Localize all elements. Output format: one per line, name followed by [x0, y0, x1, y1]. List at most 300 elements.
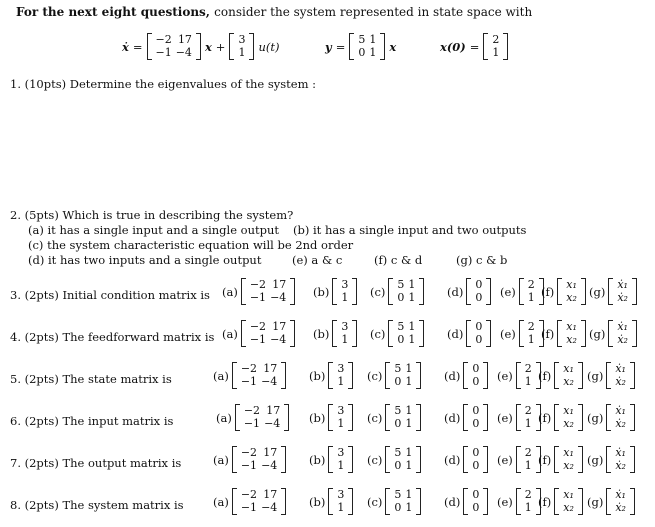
bracket-right	[630, 488, 635, 515]
choice-g[interactable]	[589, 320, 637, 347]
matrix-entry: x₁	[563, 446, 574, 459]
bracket-right	[290, 320, 295, 347]
matrix-entry: 1	[405, 446, 413, 459]
choice-letter: (e)	[500, 326, 516, 341]
matrix-entry: 1	[527, 333, 535, 346]
matrix-entry: ẋ₁	[615, 404, 626, 417]
matrix-entry: −1	[155, 46, 172, 59]
bracket-right	[581, 278, 586, 305]
bracket-right	[581, 320, 586, 347]
choice-e[interactable]	[497, 404, 541, 431]
matrix-cells	[246, 278, 290, 305]
matrix-entry: 5	[394, 446, 402, 459]
choice-f[interactable]	[541, 278, 586, 305]
choice-b[interactable]	[313, 320, 357, 347]
matrix-entry: 0	[475, 333, 483, 346]
matrix-entry: ẋ₂	[615, 417, 626, 430]
bracket-right	[416, 362, 421, 389]
matrix-entry: 1	[341, 291, 349, 304]
matrix-cells	[521, 362, 536, 389]
matrix-entry: 1	[405, 501, 413, 514]
choice-matrix	[328, 404, 353, 431]
matrix-entry: ẋ₁	[615, 446, 626, 459]
choice-matrix	[385, 446, 421, 473]
matrix-cells	[246, 320, 290, 347]
matrix-cells	[237, 446, 281, 473]
bracket-right	[578, 362, 583, 389]
bracket-right	[281, 446, 286, 473]
matrix-entry: 2	[527, 320, 535, 333]
matrix-cells	[390, 404, 416, 431]
matrix-entry: 3	[341, 320, 349, 333]
q2-option-b: (b) it has a single input and two outputs	[293, 223, 527, 237]
choice-matrix	[554, 488, 583, 515]
matrix-cells	[237, 488, 281, 515]
matrix-C	[349, 33, 385, 60]
matrix-entry: 2	[524, 362, 532, 375]
choice-a[interactable]	[222, 320, 295, 347]
choice-d[interactable]	[444, 488, 488, 515]
bracket-right	[352, 278, 357, 305]
choice-matrix	[557, 278, 586, 305]
choice-letter: (g)	[589, 284, 606, 299]
matrix-entry: x₁	[566, 278, 577, 291]
matrix-entry: 3	[341, 278, 349, 291]
matrix-B	[229, 33, 254, 60]
bracket-right	[503, 33, 508, 60]
matrix-entry: x₂	[563, 459, 574, 472]
matrix-entry: 1	[527, 291, 535, 304]
matrix-cells	[613, 320, 632, 347]
choice-letter: (b)	[309, 452, 326, 467]
choice-letter: (c)	[367, 368, 383, 383]
choice-letter: (d)	[447, 326, 464, 341]
matrix-entry: 3	[238, 33, 246, 46]
choice-letter: (b)	[313, 326, 330, 341]
choice-matrix	[328, 362, 353, 389]
choice-letter: (g)	[587, 494, 604, 509]
intro-rest: consider the system represented in state space with	[214, 5, 533, 19]
matrix-entry: 0	[472, 501, 480, 514]
choice-g[interactable]	[587, 404, 635, 431]
matrix-cells	[471, 320, 486, 347]
matrix-entry: 17	[272, 278, 287, 291]
matrix-entry: x₂	[563, 501, 574, 514]
bracket-right	[483, 404, 488, 431]
choice-letter: (b)	[309, 494, 326, 509]
question-label: 3. (2pts) Initial condition matrix is	[10, 288, 210, 302]
matrix-cells	[337, 320, 352, 347]
question-label: 6. (2pts) The input matrix is	[10, 414, 174, 428]
choice-c[interactable]	[370, 320, 424, 347]
choice-matrix	[554, 404, 583, 431]
matrix-entry: ẋ₁	[615, 488, 626, 501]
bracket-right	[630, 362, 635, 389]
choice-g[interactable]	[587, 362, 635, 389]
q2-option-d: (d) it has two inputs and a single output	[28, 253, 262, 267]
matrix-entry: 0	[394, 375, 402, 388]
bracket-right	[578, 404, 583, 431]
matrix-entry: 5	[397, 278, 405, 291]
choice-letter: (a)	[213, 368, 229, 383]
choice-b[interactable]	[309, 404, 353, 431]
choice-matrix	[232, 362, 286, 389]
matrix-entry: −2	[249, 278, 267, 291]
matrix-cells	[234, 33, 249, 60]
matrix-entry: 0	[394, 417, 402, 430]
state-equation	[122, 33, 279, 60]
choice-matrix	[606, 488, 635, 515]
matrix-entry: 1	[492, 46, 500, 59]
matrix-cells	[468, 446, 483, 473]
bracket-right	[578, 446, 583, 473]
equals-sign: =	[469, 39, 480, 54]
choice-matrix	[463, 488, 488, 515]
matrix-cells	[240, 404, 284, 431]
matrix-entry: 1	[369, 46, 377, 59]
choice-matrix	[385, 488, 421, 515]
matrix-entry: 0	[475, 278, 483, 291]
x-symbol: x	[389, 39, 397, 54]
question-3	[0, 275, 655, 315]
matrix-entry: 0	[472, 404, 480, 417]
choice-letter: (e)	[497, 452, 513, 467]
bracket-right	[249, 33, 254, 60]
choice-d[interactable]	[444, 362, 488, 389]
matrix-entry: 2	[492, 33, 500, 46]
choice-letter: (f)	[541, 326, 555, 341]
matrix-entry: 1	[524, 375, 532, 388]
matrix-entry: 5	[394, 488, 402, 501]
matrix-entry: 1	[405, 362, 413, 375]
matrix-cells	[471, 278, 486, 305]
choice-letter: (c)	[370, 284, 386, 299]
equals-sign: =	[335, 39, 346, 54]
matrix-entry: −1	[249, 291, 267, 304]
choice-matrix	[385, 362, 421, 389]
bracket-right	[632, 320, 637, 347]
input-symbol: u(t)	[258, 39, 280, 54]
matrix-cells	[521, 446, 536, 473]
question-8	[0, 485, 655, 525]
choice-matrix	[241, 320, 295, 347]
matrix-entry: −4	[261, 375, 278, 388]
matrix-cells	[152, 33, 196, 60]
matrix-entry: 1	[408, 278, 416, 291]
matrix-cells	[559, 488, 578, 515]
bracket-right	[290, 278, 295, 305]
matrix-entry: 2	[524, 404, 532, 417]
question-label: 5. (2pts) The state matrix is	[10, 372, 172, 386]
bracket-right	[284, 404, 289, 431]
matrix-entry: 1	[238, 46, 246, 59]
choice-a[interactable]	[216, 404, 289, 431]
matrix-entry: 1	[405, 488, 413, 501]
matrix-cells	[521, 488, 536, 515]
matrix-cells	[468, 404, 483, 431]
matrix-entry: 0	[397, 291, 405, 304]
bracket-right	[419, 320, 424, 347]
question-7	[0, 443, 655, 483]
matrix-entry: 3	[337, 488, 345, 501]
matrix-cells	[390, 488, 416, 515]
choice-letter: (f)	[538, 368, 552, 383]
matrix-cells	[354, 33, 380, 60]
choice-a[interactable]	[213, 446, 286, 473]
matrix-cells	[611, 404, 630, 431]
choice-b[interactable]	[309, 488, 353, 515]
matrix-entry: 17	[266, 404, 281, 417]
choice-b[interactable]	[309, 362, 353, 389]
choice-letter: (g)	[587, 368, 604, 383]
bracket-right	[416, 488, 421, 515]
choice-matrix	[606, 446, 635, 473]
matrix-entry: 2	[524, 446, 532, 459]
matrix-entry: ẋ₂	[617, 333, 628, 346]
matrix-entry: x₁	[563, 404, 574, 417]
choice-matrix	[232, 488, 286, 515]
matrix-cells	[611, 488, 630, 515]
choice-letter: (c)	[367, 410, 383, 425]
matrix-entry: 0	[472, 446, 480, 459]
bracket-right	[416, 446, 421, 473]
matrix-cells	[524, 278, 539, 305]
matrix-cells	[237, 362, 281, 389]
choice-matrix	[554, 446, 583, 473]
choice-letter: (c)	[367, 452, 383, 467]
matrix-entry: 0	[475, 291, 483, 304]
q2-option-g: (g) c & b	[456, 253, 508, 267]
choice-d[interactable]	[444, 446, 488, 473]
matrix-entry: −1	[249, 333, 267, 346]
matrix-entry: x₂	[563, 375, 574, 388]
matrix-cells	[390, 362, 416, 389]
matrix-entry: 1	[524, 501, 532, 514]
matrix-entry: 0	[472, 375, 480, 388]
choice-e[interactable]	[500, 320, 544, 347]
bracket-right	[348, 446, 353, 473]
matrix-entry: 1	[337, 459, 345, 472]
choice-matrix	[388, 278, 424, 305]
choice-c[interactable]	[367, 404, 421, 431]
question-2: 2. (5pts) Which is true in describing the system?	[10, 208, 294, 222]
question-label: 7. (2pts) The output matrix is	[10, 456, 182, 470]
matrix-entry: 0	[394, 459, 402, 472]
choice-b[interactable]	[313, 278, 357, 305]
matrix-entry: 3	[337, 404, 345, 417]
matrix-cells	[559, 404, 578, 431]
choice-matrix	[466, 278, 491, 305]
choice-g[interactable]	[587, 446, 635, 473]
matrix-entry: 1	[524, 417, 532, 430]
matrix-entry: ẋ₂	[617, 291, 628, 304]
bracket-right	[196, 33, 201, 60]
choice-b[interactable]	[309, 446, 353, 473]
choice-letter: (a)	[213, 494, 229, 509]
choice-f[interactable]	[538, 362, 583, 389]
q2-option-e: (e) a & c	[292, 253, 343, 267]
matrix-entry: x₁	[563, 488, 574, 501]
choice-matrix	[332, 278, 357, 305]
matrix-entry: x₁	[563, 362, 574, 375]
choice-c[interactable]	[370, 278, 424, 305]
choice-a[interactable]	[213, 362, 286, 389]
choice-e[interactable]	[497, 362, 541, 389]
bracket-right	[352, 320, 357, 347]
bracket-right	[281, 362, 286, 389]
matrix-entry: 0	[472, 362, 480, 375]
choice-letter: (e)	[497, 368, 513, 383]
matrix-cells	[613, 278, 632, 305]
choice-letter: (e)	[497, 494, 513, 509]
q2-option-f: (f) c & d	[374, 253, 423, 267]
choice-e[interactable]	[500, 278, 544, 305]
bracket-right	[348, 362, 353, 389]
choice-letter: (b)	[309, 410, 326, 425]
choice-matrix	[606, 362, 635, 389]
choice-d[interactable]	[444, 404, 488, 431]
x-symbol: x	[204, 39, 212, 54]
matrix-entry: −1	[240, 375, 258, 388]
matrix-entry: x₁	[566, 320, 577, 333]
matrix-entry: 5	[394, 362, 402, 375]
bracket-right	[486, 320, 491, 347]
choice-matrix	[557, 320, 586, 347]
choice-matrix	[235, 404, 289, 431]
matrix-entry: 0	[472, 488, 480, 501]
matrix-entry: 1	[408, 333, 416, 346]
choice-letter: (f)	[538, 452, 552, 467]
choice-letter: (d)	[447, 284, 464, 299]
choice-letter: (b)	[313, 284, 330, 299]
matrix-entry: −1	[240, 501, 258, 514]
matrix-cells	[390, 446, 416, 473]
matrix-cells	[521, 404, 536, 431]
matrix-entry: ẋ₁	[615, 362, 626, 375]
matrix-entry: 0	[475, 320, 483, 333]
matrix-entry: 17	[263, 362, 278, 375]
choice-g[interactable]	[587, 488, 635, 515]
matrix-entry: −4	[261, 501, 278, 514]
choice-f[interactable]	[538, 404, 583, 431]
choice-letter: (g)	[587, 410, 604, 425]
matrix-entry: −1	[240, 459, 258, 472]
matrix-x0	[483, 33, 508, 60]
matrix-cells	[562, 278, 581, 305]
bracket-right	[483, 362, 488, 389]
matrix-entry: 2	[524, 488, 532, 501]
matrix-entry: −4	[264, 417, 281, 430]
choice-letter: (g)	[587, 452, 604, 467]
matrix-entry: 5	[394, 404, 402, 417]
bracket-right	[348, 404, 353, 431]
choice-matrix	[606, 404, 635, 431]
matrix-entry: 0	[472, 459, 480, 472]
choice-c[interactable]	[367, 488, 421, 515]
intro-text	[16, 5, 532, 19]
choice-letter: (e)	[497, 410, 513, 425]
q2-option-c: (c) the system characteristic equation will be 2nd order	[28, 238, 354, 252]
matrix-cells	[337, 278, 352, 305]
choice-f[interactable]	[538, 488, 583, 515]
question-6	[0, 401, 655, 441]
matrix-entry: x₂	[563, 417, 574, 430]
choice-d[interactable]	[447, 278, 491, 305]
matrix-cells	[333, 488, 348, 515]
choice-letter: (a)	[216, 410, 232, 425]
choice-c[interactable]	[367, 446, 421, 473]
question-label: 8. (2pts) The system matrix is	[10, 498, 184, 512]
choice-letter: (c)	[367, 494, 383, 509]
matrix-entry: 1	[405, 404, 413, 417]
choice-a[interactable]	[213, 488, 286, 515]
choice-matrix	[328, 488, 353, 515]
choice-matrix	[608, 320, 637, 347]
choice-matrix	[466, 320, 491, 347]
matrix-entry: −4	[175, 46, 192, 59]
choice-matrix	[554, 362, 583, 389]
choice-letter: (a)	[222, 284, 238, 299]
matrix-entry: ẋ₂	[615, 459, 626, 472]
choice-matrix	[328, 446, 353, 473]
bracket-right	[630, 404, 635, 431]
choice-matrix	[608, 278, 637, 305]
matrix-entry: ẋ₂	[615, 375, 626, 388]
matrix-entry: −4	[270, 333, 287, 346]
matrix-entry: −2	[240, 446, 258, 459]
choice-e[interactable]	[497, 488, 541, 515]
output-equation	[325, 33, 396, 60]
choice-letter: (a)	[222, 326, 238, 341]
choice-letter: (d)	[444, 410, 461, 425]
choice-f[interactable]	[538, 446, 583, 473]
matrix-entry: −2	[155, 33, 172, 46]
matrix-cells	[559, 446, 578, 473]
choice-f[interactable]	[541, 320, 586, 347]
choice-g[interactable]	[589, 278, 637, 305]
choice-e[interactable]	[497, 446, 541, 473]
bracket-right	[483, 446, 488, 473]
matrix-entry: −2	[240, 488, 258, 501]
question-4	[0, 317, 655, 357]
bracket-right	[419, 278, 424, 305]
choice-matrix	[241, 278, 295, 305]
matrix-entry: −2	[243, 404, 261, 417]
choice-letter: (a)	[213, 452, 229, 467]
matrix-entry: x₂	[566, 291, 577, 304]
xdot-symbol: ẋ	[122, 39, 129, 54]
matrix-entry: ẋ₂	[615, 501, 626, 514]
choice-matrix	[332, 320, 357, 347]
choice-a[interactable]	[222, 278, 295, 305]
matrix-cells	[611, 446, 630, 473]
matrix-entry: 1	[405, 459, 413, 472]
matrix-entry: 0	[358, 46, 366, 59]
matrix-cells	[559, 362, 578, 389]
matrix-cells	[468, 488, 483, 515]
choice-d[interactable]	[447, 320, 491, 347]
bracket-right	[630, 446, 635, 473]
choice-c[interactable]	[367, 362, 421, 389]
choice-letter: (d)	[444, 368, 461, 383]
question-1: 1. (10pts) Determine the eigenvalues of the system :	[10, 77, 317, 91]
choice-letter: (d)	[444, 452, 461, 467]
matrix-cells	[333, 404, 348, 431]
choice-letter: (f)	[541, 284, 555, 299]
matrix-cells	[524, 320, 539, 347]
bracket-right	[632, 278, 637, 305]
choice-letter: (f)	[538, 410, 552, 425]
